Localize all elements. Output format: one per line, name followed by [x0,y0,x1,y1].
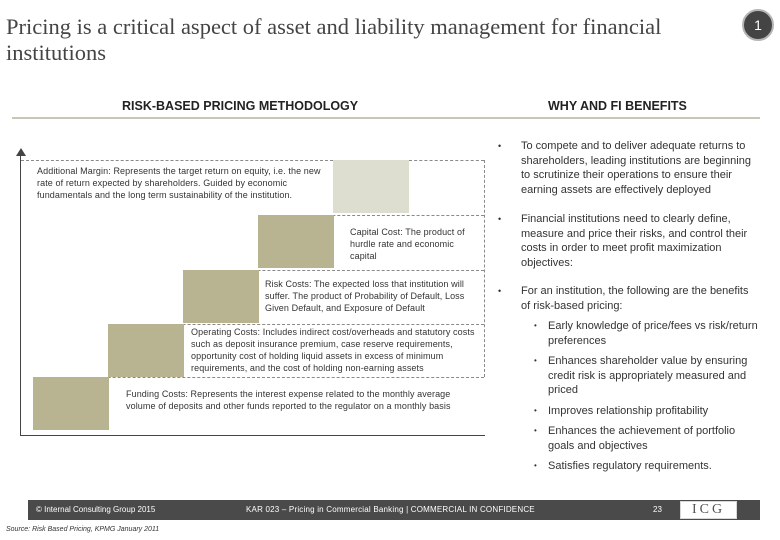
guide-line [409,160,484,161]
list-item [498,139,760,197]
section-number-badge: 1 [742,9,774,41]
heading-rule-left [12,117,488,119]
sub-list-item [498,319,760,348]
y-axis-line [20,155,21,436]
sub-list-item [498,404,760,419]
sub-bullet-text: Early knowledge of price/fees vs risk/return preferences [548,320,758,347]
list-item [498,212,760,270]
footer-bar [28,500,760,520]
funding-costs-label: Funding Costs: Represents the interest expense related to the monthly average volume of deposits and other funds reported to the regulator on a monthly basis [126,389,451,411]
footer-page-number: 23 [653,505,662,514]
guide-line [21,160,333,161]
bullet-icon: • [498,214,502,224]
sub-bullet-text: Improves relationship profitability [548,404,709,417]
icg-logo: ICG [680,501,737,519]
capital-cost-step [258,215,334,268]
risk-costs-label: Risk Costs: The expected loss that institution will suffer. The product of Probability of Default, Loss Given Default, and Exposure of Default [265,279,465,313]
x-axis-line [20,435,485,436]
additional-margin-label: Additional Margin: Represents the target return on equity, i.e. the new rate of return expected by shareholders. Guided by economic fundamentals and the long term sustainability of the institution. [37,166,321,200]
risk-costs-step [183,270,259,323]
sub-list-item [498,424,760,453]
bullet-text: For an institution, the following are the benefits of risk-based pricing: [521,285,749,312]
sub-bullet-text: Satisfies regulatory requirements. [548,460,712,472]
additional-margin-step [333,160,409,213]
bullet-icon: • [534,356,537,365]
sub-bullet-text: Enhances the achievement of portfolio goals and objectives [548,425,736,452]
operating-costs-label: Operating Costs: Includes indirect cost/overheads and statutory costs such as deposit insurance premium, case reserve requirements, opportunity cost of holding liquid assets in excess of minimum requirements, and the cost of holding non-earning assets [191,327,475,373]
footer-copyright: © Internal Consulting Group 2015 [36,505,156,514]
bullet-icon: • [534,461,537,470]
methodology-heading: RISK-BASED PRICING METHODOLOGY [122,99,359,113]
operating-costs-step [108,324,184,377]
sub-list-item [498,459,760,474]
list-item [498,284,760,313]
bullet-icon: • [534,426,537,435]
bullet-text: To compete and to deliver adequate returns to shareholders, leading institutions are beginning to scrutinize their operations to ensure their earning assets are effectively deployed [521,140,751,196]
bullet-icon: • [534,405,537,415]
sub-bullet-text: Enhances shareholder value by ensuring credit risk is appropriately measured and priced [548,355,748,396]
benefits-heading: WHY AND FI BENEFITS [548,99,687,113]
y-axis-arrow-icon [16,148,26,156]
capital-cost-label: Capital Cost: The product of hurdle rate and economic capital [350,227,465,261]
bullet-icon: • [498,141,502,151]
heading-rule-right [488,117,760,119]
bullet-icon: • [498,286,502,296]
bullet-text: Financial institutions need to clearly define, measure and price their risks, and control their costs in order to meet profit maximization objectives: [521,213,748,269]
footer-confidential: KAR 023 – Pricing in Commercial Banking | COMMERCIAL IN CONFIDENCE [246,505,535,514]
slide-title: Pricing is a critical aspect of asset and liability management for financial institutions [6,14,662,65]
sub-list-item [498,354,760,398]
funding-costs-step [33,377,109,430]
benefits-list [498,139,760,480]
source-note: Source: Risk Based Pricing, KPMG January 2011 [6,526,160,533]
bullet-icon: • [534,321,537,330]
